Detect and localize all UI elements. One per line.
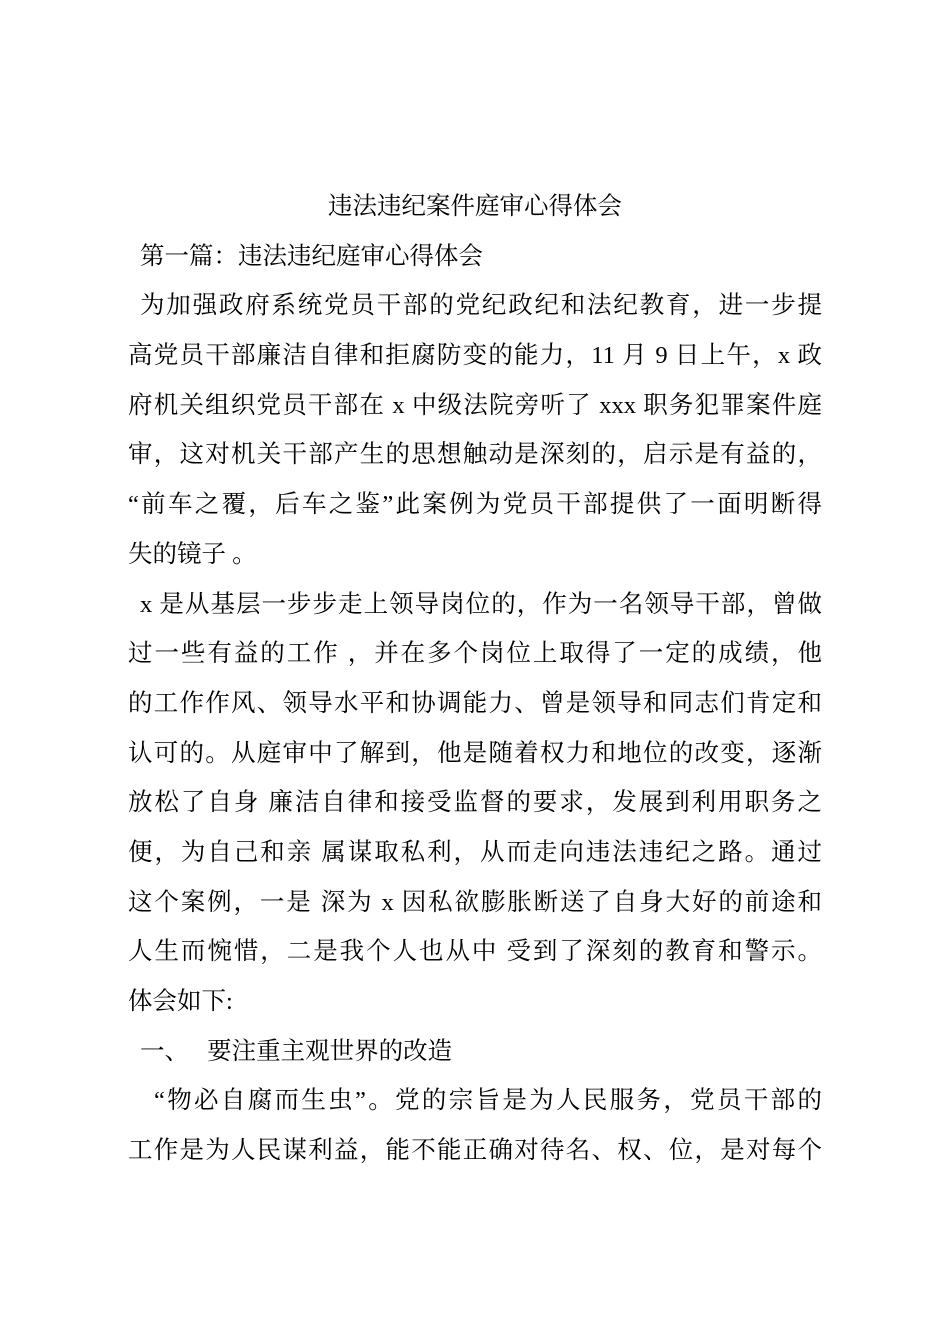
text-line: 便，为自己和亲 属谋取私利，从而走向违法违纪之路。通过 <box>128 838 822 866</box>
text-line: 这个案例，一是 深为 x 因私欲膨胀断送了自身大好的前途和 <box>128 888 822 916</box>
subheading: 一、 要注重主观世界的改造 <box>140 1037 453 1065</box>
text-line: “前车之覆，后车之鉴”此案例为党员干部提供了一面明断得 <box>128 491 822 519</box>
section-heading: 第一篇：违法违纪庭审心得体会 <box>140 242 483 270</box>
paragraph-1 <box>128 281 822 579</box>
text-line: 审，这对机关干部产生的思想触动是深刻的，启示是有益的， <box>128 441 822 469</box>
text-line: 体会如下: <box>128 988 233 1015</box>
text-line: 失的镜子 。 <box>128 540 257 568</box>
text-line: x 是从基层一步步走上领导岗位的，作为一名领导干部，曾做 <box>140 590 822 618</box>
text-line: “物必自腐而生虫”。党的宗旨是为人民服务，党员干部的 <box>154 1087 822 1115</box>
text-line: 人生而惋惜，二是我个人也从中 受到了深刻的教育和警示。 <box>128 938 822 966</box>
text-line: 放松了自身 廉洁自律和接受监督的要求，发展到利用职务之 <box>128 789 822 817</box>
paragraph-3 <box>128 1076 822 1175</box>
text-line: 高党员干部廉洁自律和拒腐防变的能力，11 月 9 日上午，x 政 <box>128 342 822 370</box>
text-line: 工作是为人民谋利益，能不能正确对待名、权、位，是对每个 <box>128 1137 822 1165</box>
text-line: 认可的。从庭审中了解到，他是随着权力和地位的改变，逐渐 <box>128 739 822 767</box>
document-title: 违法违纪案件庭审心得体会 <box>328 193 622 220</box>
paragraph-2 <box>128 580 822 1027</box>
text-line: 过一些有益的工作 ，并在多个岗位上取得了一定的成绩，他 <box>128 640 822 668</box>
text-line: 府机关组织党员干部在 x 中级法院旁听了 xxx 职务犯罪案件庭 <box>128 391 822 419</box>
document-body <box>128 182 822 1176</box>
text-line: 为加强政府系统党员干部的党纪政纪和法纪教育，进一步提 <box>140 292 822 320</box>
text-line: 的工作作风、领导水平和协调能力、曾是领导和同志们肯定和 <box>128 689 822 717</box>
